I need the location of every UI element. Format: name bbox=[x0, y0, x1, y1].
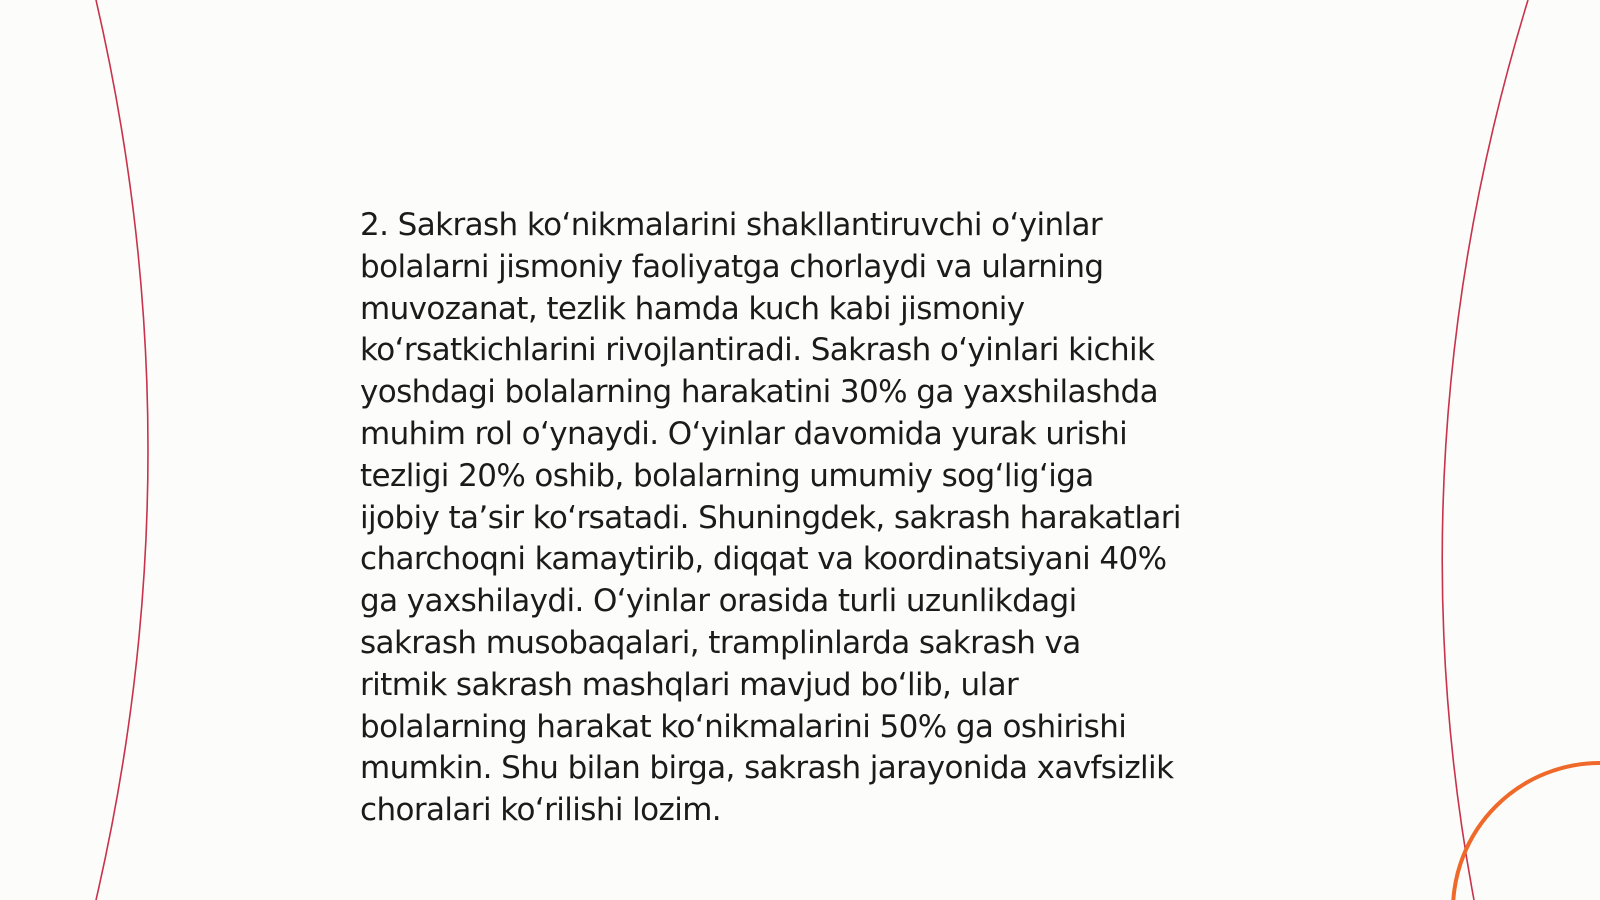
text-line: ga yaxshilaydi. O‘yinlar orasida turli uzunlikdagi bbox=[360, 583, 1077, 620]
text-line: choralari ko‘rilishi lozim. bbox=[360, 792, 722, 829]
text-line: mumkin. Shu bilan birga, sakrash jarayonida xavfsizlik bbox=[360, 750, 1174, 787]
text-line: muhim rol o‘ynaydi. O‘yinlar davomida yurak urishi bbox=[360, 415, 1128, 452]
text-line: ko‘rsatkichlarini rivojlantiradi. Sakrash o‘yinlari kichik bbox=[360, 332, 1155, 369]
text-line: ijobiy ta’sir ko‘rsatadi. Shuningdek, sakrash harakatlari bbox=[360, 499, 1181, 536]
text-line: ritmik sakrash mashqlari mavjud bo‘lib, ular bbox=[360, 666, 1019, 703]
text-line: charchoqni kamaytirib, diqqat va koordinatsiyani 40% bbox=[360, 541, 1167, 578]
text-line: 2. Sakrash ko‘nikmalarini shakllantiruvchi o‘yinlar bbox=[360, 207, 1103, 243]
text-line: tezligi 20% oshib, bolalarning umumiy sog‘lig‘iga bbox=[360, 457, 1094, 494]
text-line: bolalarni jismoniy faoliyatga chorlaydi va ularning bbox=[360, 248, 1104, 285]
text-line: sakrash musobaqalari, tramplinlarda sakrash va bbox=[360, 624, 1081, 661]
text-line: yoshdagi bolalarning harakatini 30% ga yaxshilashda bbox=[360, 374, 1158, 411]
body-paragraph bbox=[360, 205, 1260, 832]
left-arc bbox=[96, 0, 148, 900]
text-line: bolalarning harakat ko‘nikmalarini 50% ga oshirishi bbox=[360, 708, 1127, 745]
corner-circle-arc bbox=[1453, 763, 1600, 900]
right-arc bbox=[1442, 0, 1528, 900]
text-line: muvozanat, tezlik hamda kuch kabi jismoniy bbox=[360, 290, 1025, 327]
